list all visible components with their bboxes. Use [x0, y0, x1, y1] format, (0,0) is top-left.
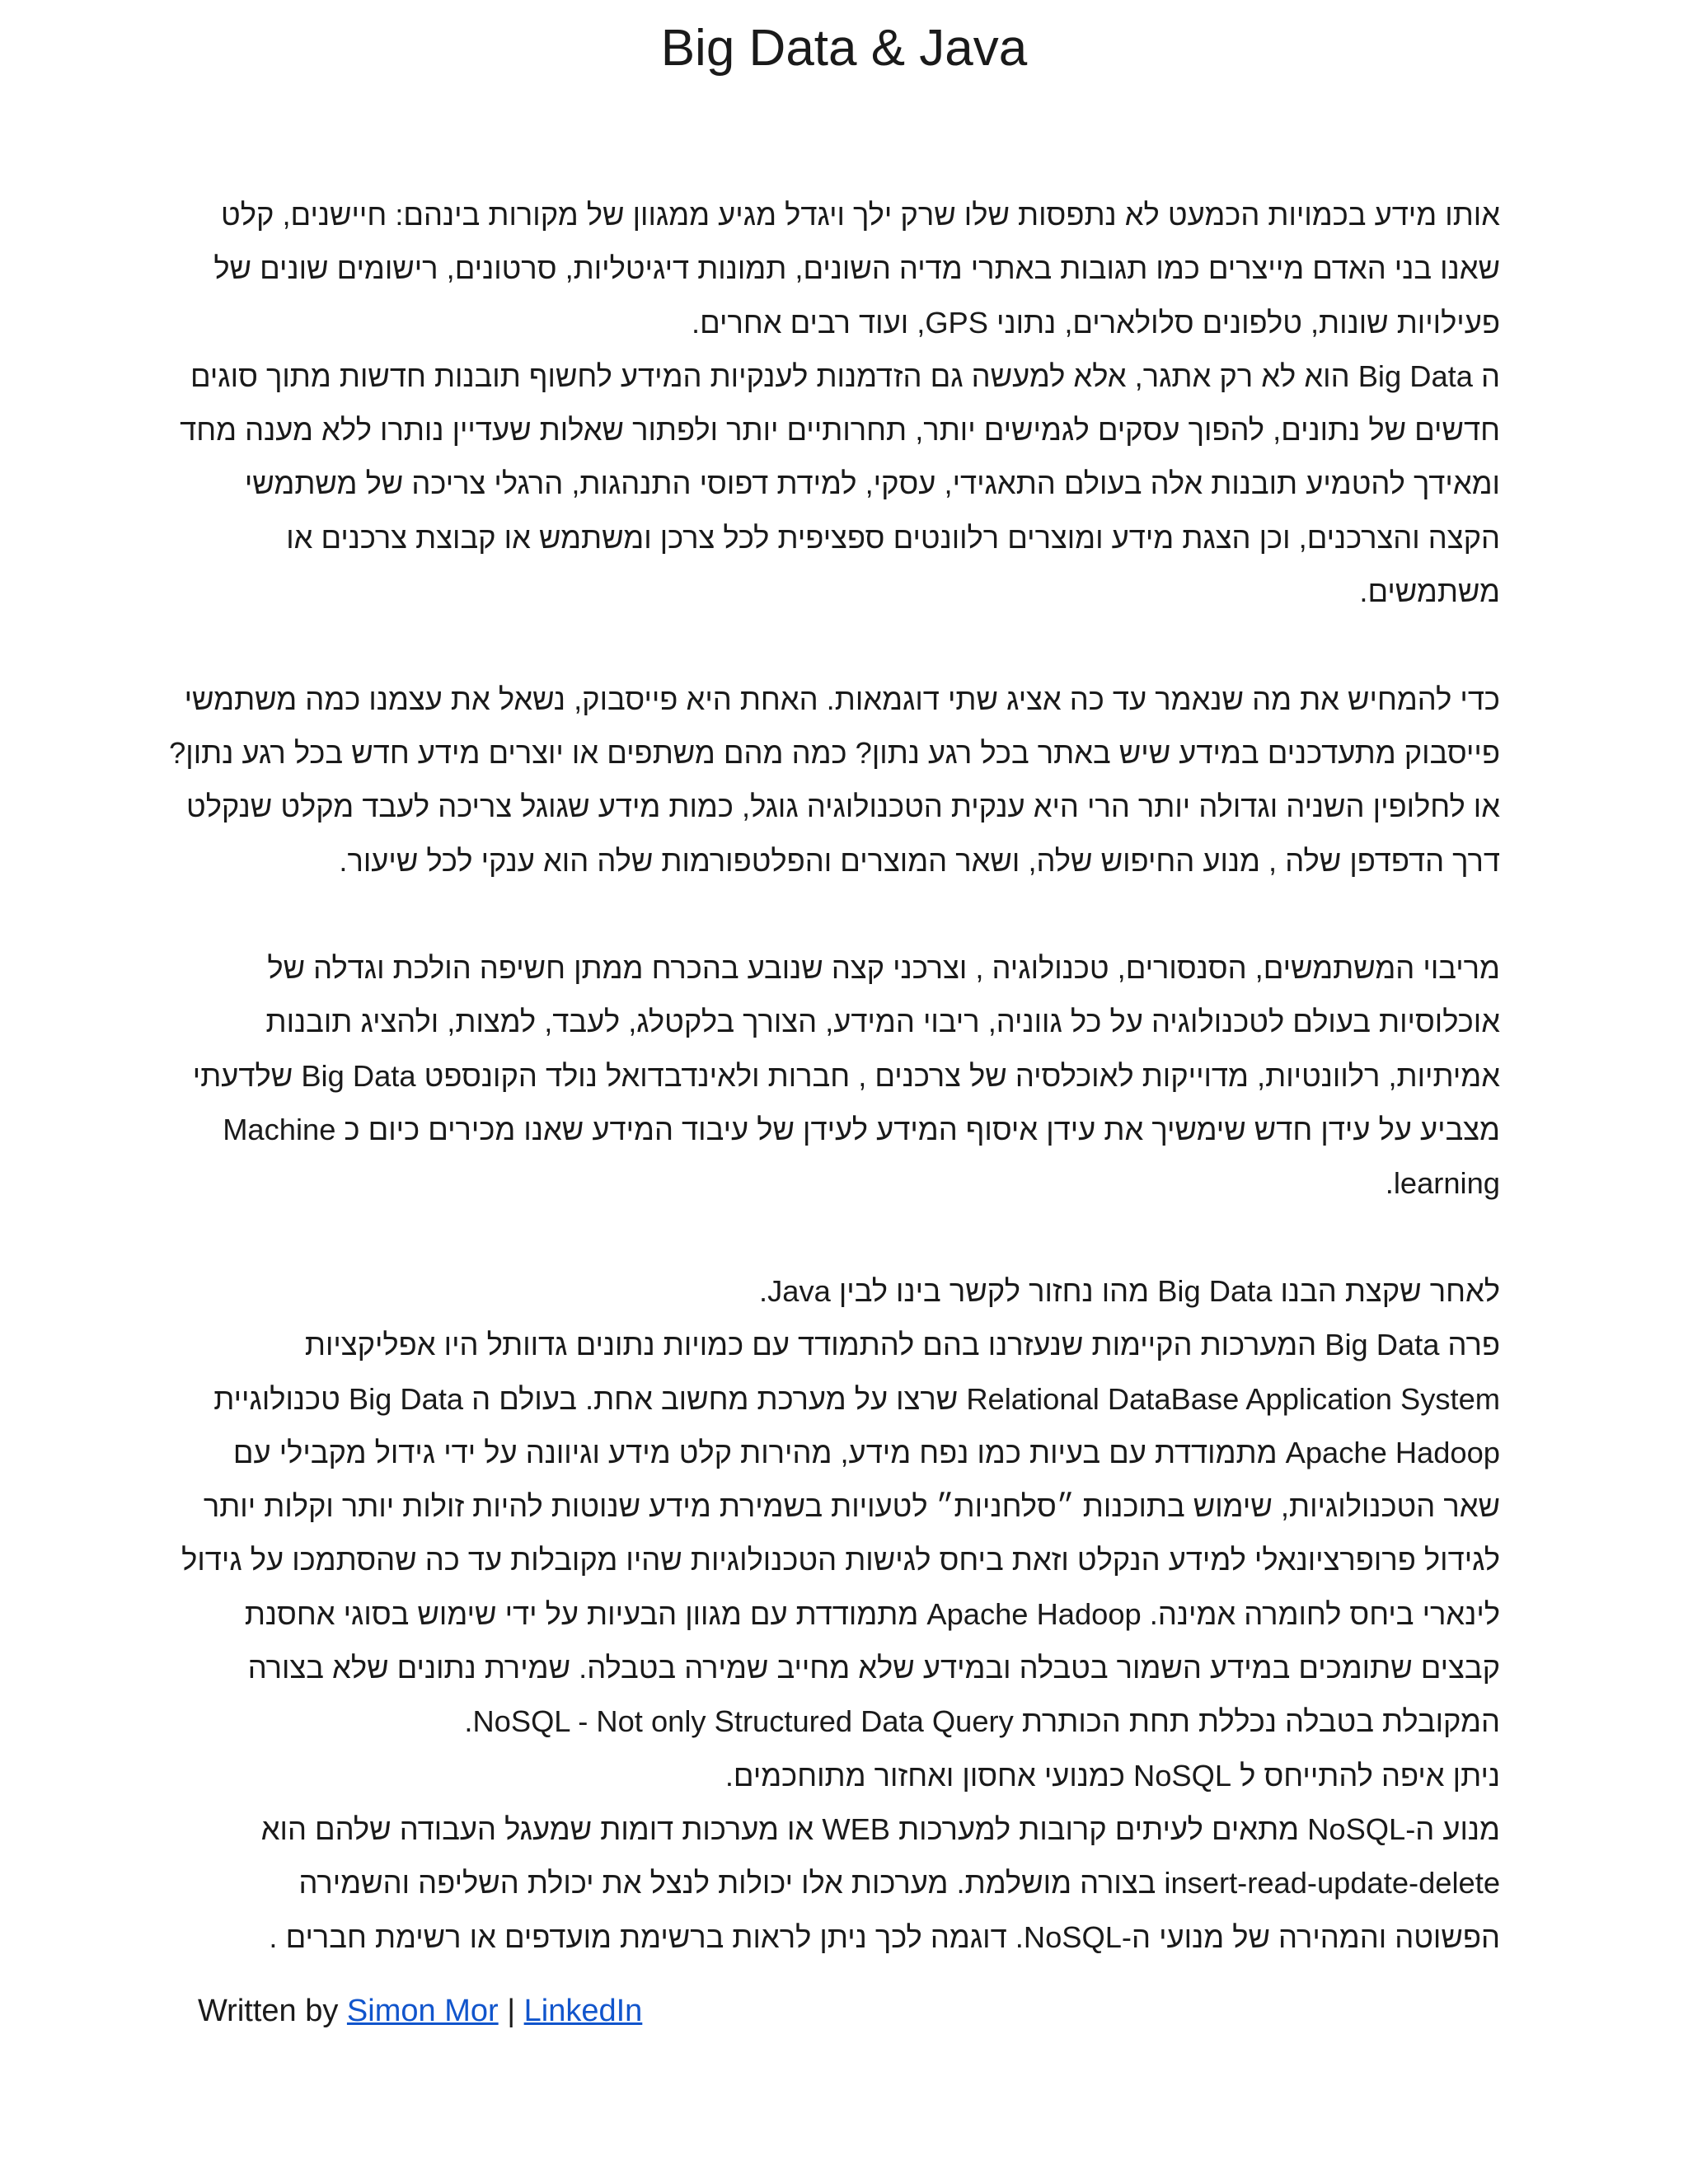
text-line: אמיתיות, רלוונטיות, מדוייקות לאוכלסיה של צרכנים , חברות ולאינדבדואל נולד הקונספט Big Data שלדעתי	[192, 1058, 1500, 1093]
text-line: כדי להמחיש את מה שנאמר עד כה אציג שתי דוגמאות. האחת היא פייסבוק, נשאל את עצמנו כמה משתמשי	[184, 682, 1500, 716]
paragraph-4	[181, 1264, 1500, 1964]
text-line: אותו מידע בכמויות הכמעט לא נתפסות שלו שרק ילך ויגדל מגיע ממגוון של מקורות בינהם: חיישנים, קלט	[221, 198, 1500, 232]
text-line: המקובלת בטבלה נכללת תחת הכותרת NoSQL - Not only Structured Data Query.	[464, 1704, 1500, 1739]
text-line: ניתן איפה להתייחס ל NoSQL כמנועי אחסון ואחזור מתוחכמים.	[724, 1758, 1500, 1793]
text-line: פעילויות שונות, טלפונים סלולארים, נתוני GPS, ועוד רבים אחרים.	[692, 305, 1500, 340]
text-line: מריבוי המשתמשים, הסנסורים, טכנולוגיה , וצרכני קצה שנובע בהכרח ממתן חשיפה הולכת וגדלה של	[267, 951, 1500, 986]
credit-prefix: Written by	[198, 1994, 347, 2028]
text-line: Apache Hadoop מתמודדת עם בעיות כמו נפח מידע, מהירות קלט מידע וגיוונה על ידי גידול מקבילי עם	[232, 1435, 1500, 1469]
text-line: משתמשים.	[1359, 574, 1500, 609]
text-line: הקצה והצרכנים, וכן הצגת מידע ומוצרים רלוונטים ספציפית לכל צרכן ומשתמש או קבוצת צרכנים או	[286, 520, 1500, 555]
text-line: אוכלוסיות בעולם לטכנולוגיה על כל גווניה, ריבוי המידע, הצורך בלקטלג, לעבד, למצות, ולהציג תובנות	[265, 1005, 1500, 1039]
text-line: ומאידך להטמיע תובנות אלה בעולם התאגידי, עסקי, למידת דפוסי התנהגות, הרגלי צריכה של משתמשי	[244, 466, 1500, 501]
paragraph-spacer	[198, 888, 1500, 941]
text-line: learning.	[1385, 1166, 1500, 1201]
text-line: insert-read-update-delete בצורה מושלמת. מערכות אלו יכולות לנצל את יכולת השליפה והשמירה	[298, 1866, 1500, 1900]
text-line: שאר הטכנולוגיות, שימוש בתוכנות ״סלחניות״ לטעויות בשמירת מידע שנוטות להיות זולות יותר וקלות יותר	[203, 1489, 1500, 1524]
author-link[interactable]: Simon Mor	[346, 1994, 499, 2028]
text-line: לגידול פרופרציונאלי למידע הנקלט וזאת ביחס לגישות הטכנולוגיות שהיו מקובלות עד כה שהסתמכו על גידול	[181, 1543, 1500, 1577]
paragraph-spacer	[198, 618, 1500, 672]
paragraph-1	[180, 188, 1500, 618]
paragraph-2	[169, 673, 1500, 888]
text-line: חדשים של נתונים, להפוך עסקים לגמישים יותר, תחרותיים יותר ולפתור שאלות שעדיין נותרו ללא מענה מחד	[180, 413, 1500, 448]
document-title: Big Data & Java	[660, 20, 1028, 77]
author-credit	[198, 1988, 642, 2034]
text-line: מצביע על עידן חדש שימשיך את עידן איסוף המידע לעידן של עיבוד המידע שאנו מכירים כיום כ Machine	[223, 1113, 1500, 1147]
text-line: קבצים שתומכים במידע השמור בטבלה ובמידע שלא מחייב שמירה בטבלה. שמירת נתונים שלא בצורה	[247, 1651, 1500, 1685]
text-line: מנוע ה-NoSQL מתאים לעיתים קרובות למערכות WEB או מערכות דומות שמעגל העבודה שלהם הוא	[260, 1811, 1500, 1846]
text-line: פרה Big Data המערכות הקיימות שנעזרנו בהם להתמודד עם כמויות נתונים גדוותל היו אפליקציות	[304, 1328, 1500, 1362]
text-line: דרך הדפדפן שלה , מנוע החיפוש שלה, ושאר המוצרים והפלטפורמות שלה הוא ענקי לכל שיעור.	[339, 843, 1500, 878]
document-body	[169, 188, 1500, 1964]
linkedin-link[interactable]: LinkedIn	[523, 1994, 643, 2028]
text-line: או לחלופין השניה וגדולה יותר הרי היא ענקית הטכנולוגיה גוגל, כמות מידע שגוגל צריכה לעבד מקלט שנקלט	[186, 790, 1500, 824]
text-line: פייסבוק מתעדכנים במידע שיש באתר בכל רגע נתון? כמה מהם משתפים או יוצרים מידע חדש בכל רגע נתון?	[169, 735, 1500, 770]
text-line: הפשוטה והמהירה של מנועי ה-NoSQL. דוגמה לכך ניתן לראות ברשימת מועדפים או רשימת חברים .	[269, 1919, 1500, 1954]
text-line: לינארי ביחס לחומרה אמינה. Apache Hadoop מתמודדת עם מגוון הבעיות על ידי שימוש בסוגי אחסנת	[244, 1596, 1500, 1631]
text-line: שאנו בני האדם מייצרים כמו תגובות באתרי מדיה השונים, תמונות דיגיטליות, סרטונים, רישומים שונים של	[213, 251, 1500, 286]
text-line: ה Big Data הוא לא רק אתגר, אלא למעשה גם הזדמנות לענקיות המידע לחשוף תובנות חדשות מתוך סוגים	[190, 359, 1500, 393]
credit-separator: |	[498, 1994, 524, 2028]
paragraph-3	[192, 941, 1500, 1210]
text-line: לאחר שקצת הבנו Big Data מהו נחזור לקשר בינו לבין Java.	[759, 1273, 1500, 1308]
text-line: Relational DataBase Application System שרצו על מערכת מחשוב אחת. בעולם ה Big Data טכנולוגיית	[213, 1381, 1500, 1416]
paragraph-spacer	[198, 1211, 1500, 1264]
